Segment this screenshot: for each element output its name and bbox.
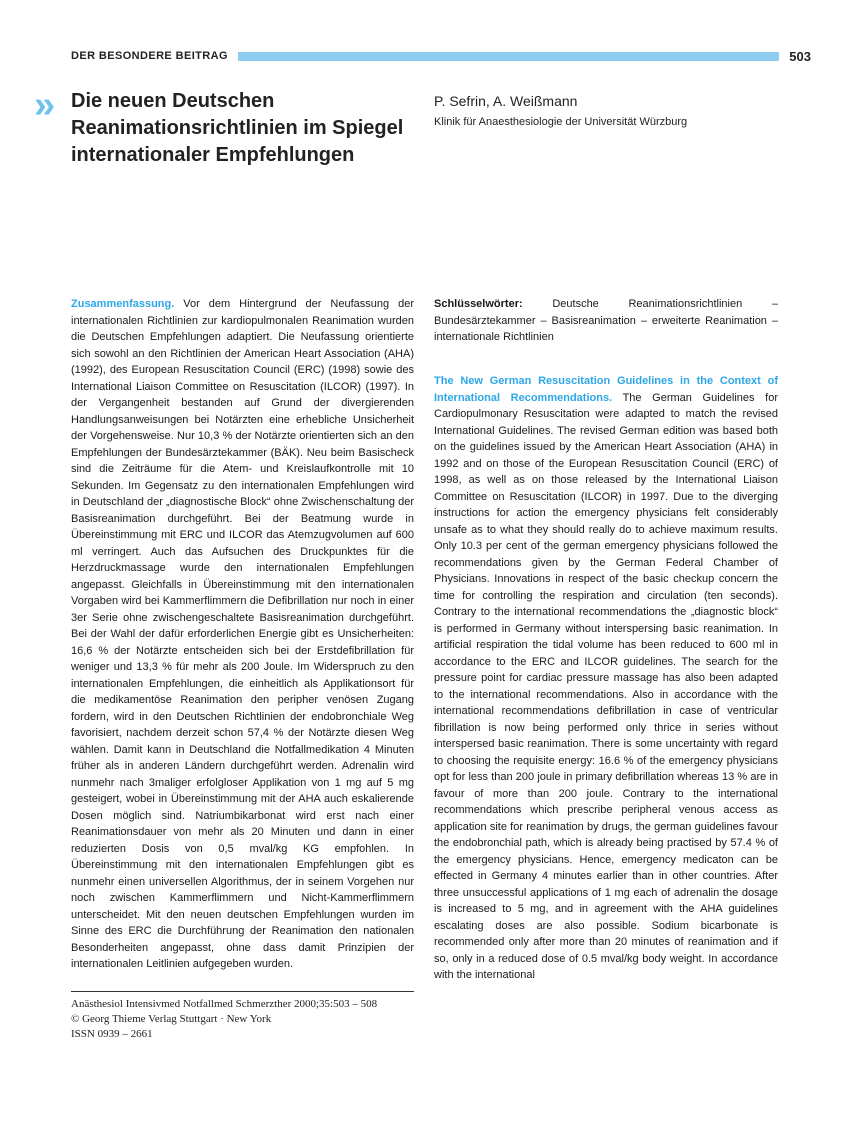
keywords xyxy=(434,296,778,346)
keywords-text: Deutsche Reanimationsrichtlinien – Bundesärztekammer – Basisreanimation – erweiterte Reanimation – internationale Richtlinien xyxy=(434,298,778,343)
abstract-german xyxy=(71,296,414,973)
footer-rule xyxy=(71,991,414,992)
footer xyxy=(71,997,377,1042)
section-label: DER BESONDERE BEITRAG xyxy=(71,50,228,62)
abstract-english xyxy=(434,373,778,984)
abstract-german-heading: Zusammenfassung. xyxy=(71,298,175,310)
abstract-english-heading: The New German Resuscitation Guidelines in the Context of International Recommendations. xyxy=(434,375,778,404)
footer-citation: Anästhesiol Intensivmed Notfallmed Schmerzther 2000;35:503 – 508 xyxy=(71,998,378,1010)
article-authors: P. Sefrin, A. Weißmann xyxy=(434,93,578,109)
footer-publisher: © Georg Thieme Verlag Stuttgart · New York xyxy=(71,1013,272,1025)
abstract-german-text: Vor dem Hintergrund der Neufassung der internationalen Richtlinien zur kardiopulmonalen Reanimation wurden die Deutschen Empfehlungen adaptiert. Die Neufassung orientierte sich sowohl an den Richtlinien der American Heart Association (AHA) (1992), des European Resuscitation Council (ERC) (1998) sowie des International Liaison Committee on Resuscitation (ILCOR) (1997). In der Vergangenheit bestanden auf Grund der divergierenden Handlungsanweisungen bei Notärzten eine erhebliche Unsicherheit der Vorgehensweise. Nur 10,3 % der Notärzte orientierten sich an den Empfehlungen der Bundesärztekammer (BÄK). Neu beim Basischeck sind die Zeiträume für die Atem- und Kreislaufkontrolle mit 10 Sekunden. Im Gegensatz zu den internationalen Empfehlungen wird in Deutschland der „diagnostische Block“ ohne Zwischenschaltung der Basisreanimation durchgeführt. Bei der Beatmung wurde in Übereinstimmung mit ERC und ILCOR das Atemzugvolumen auf 600 ml verringert. Auch das Aufsuchen des Druckpunktes für die Herzdruckmassage wurde den internationalen Empfehlungen angepasst. Gleichfalls in Übereinstimmung mit den internationalen Vorgaben wird bei Kammerflimmern die Defibrillation nur noch in einer 3er Serie ohne zwischengeschaltete Basisreanimation durchgeführt. Bei der Wahl der dafür erforderlichen Energie gibt es Unsicherheiten: 16,6 % der Notärzte entscheiden sich bei der Erstdefibrillation für weniger und 13,3 % für mehr als 200 Joule. Im Widerspruch zu den internationalen Empfehlungen, die einheitlich als Applikationsort für die medikamentöse Reanimation den peripher venösen Zugang fordern, wird in den Deutschen Richtlinien der endobronchiale Weg favorisiert, nachdem derzeit schon 57,4 % der Notärzte diesen Weg wählen. Damit kann in Deutschland die Notfallmedikation 4 Minuten früher als in anderen Ländern durchgeführt werden. Adrenalin wird nunmehr nach 3maliger erfolgloser Applikation von 1 mg auf 5 mg gesteigert, wobei in Übereinstimmung mit der AHA auch eskalierende Dosen möglich sind. Natriumbikarbonat wird erst nach einer Reanimationsdauer von mehr als 20 Minuten und dann in einer reduzierten Dosis von 0,5 mval/kg KG empfohlen. In Übereinstimmung mit den internationalen Empfehlungen gibt es nunmehr einen universellen Algorithmus, der in seinem Vorgehen nur noch zwischen Kammerflimmern und Nicht-Kammerflimmern unterscheidet. Mit den neuen deutschen Empfehlungen wurden im Sinne des ERC die Durchführung der Reanimation den nationalen Besonderheiten angepasst, ohne dass damit Prinzipien der internationalen Leitlinien aufgegeben wurden. xyxy=(71,298,414,970)
article-title: Die neuen Deutschen Reanimationsrichtlinien im Spiegel internationaler Empfehlungen xyxy=(71,90,404,166)
title-marker-icon: » xyxy=(34,84,52,126)
abstract-english-text: The German Guidelines for Cardiopulmonary Resuscitation were adapted to match the revised International Guidelines. The revised German edition was based both on the guidelines issued by the American Heart Association (AHA) in 1992 and on those of the European Resuscitation Council (ERC) of 1998, as well as on those released by the International Liaison Committee on Resuscitation (ILCOR) in 1997. Due to the diverging instructions for action the emergency physicians felt considerably unsafe as to what they should really do to achieve maximum results. Only 10.3 per cent of the german emergency physicians followed the recommendations given by the German Federal Chamber of Physicians. Innovations in respect of the basic checkup concern the time for controlling the respiration and circulation (ten seconds). Contrary to the international recommendations the „diagnostic block“ is performed in Germany without interspersing basic reanimation. In artificial respiration the tidal volume has been reduced to 600 ml in accordance to the ERC and ILCOR guidelines. The search for the pressure point for cardiac pressure massage has also been adapted to the international recommendations. Also in accordance with the international recommendations defibrillation in case of ventricular fibrillation is now being performed only thrice in series without interspersed basic reanimation. There is some uncertainty with regard to choosing the requisite energy: 16.6 % of the emergency physicians opt for less than 200 joule in primary defibrillation whereas 13 % are in favour of more than 200 joule. Contrary to the international recommendations which prescribe peripheral venous access as application site for reanimation by drugs, the german guidelines favour the endobronchial path, which is already being practised by 57.4 % of the emergency physicians. Hence, emergency medicaton can be effected in Germany 4 minutes earlier than in other countries. After three unsuccessful applications of 1 mg each of adrenalin the dosage is increased to 5 mg, and in agreement with the AHA guidelines escalating doses are also possible. Sodium bicarbonate is recommended only after more than 20 minutes of reanimation and if so, only in a reduced dose of 0.5 mval/kg body weight. In accordance with the international xyxy=(434,391,779,981)
keywords-heading: Schlüsselwörter: xyxy=(434,298,523,310)
article-affiliation: Klinik für Anaesthesiologie der Universität Würzburg xyxy=(434,116,688,128)
header-rule xyxy=(238,52,779,61)
section-header xyxy=(71,47,811,65)
page-number: 503 xyxy=(789,48,811,64)
footer-issn: ISSN 0939 – 2661 xyxy=(71,1028,153,1040)
